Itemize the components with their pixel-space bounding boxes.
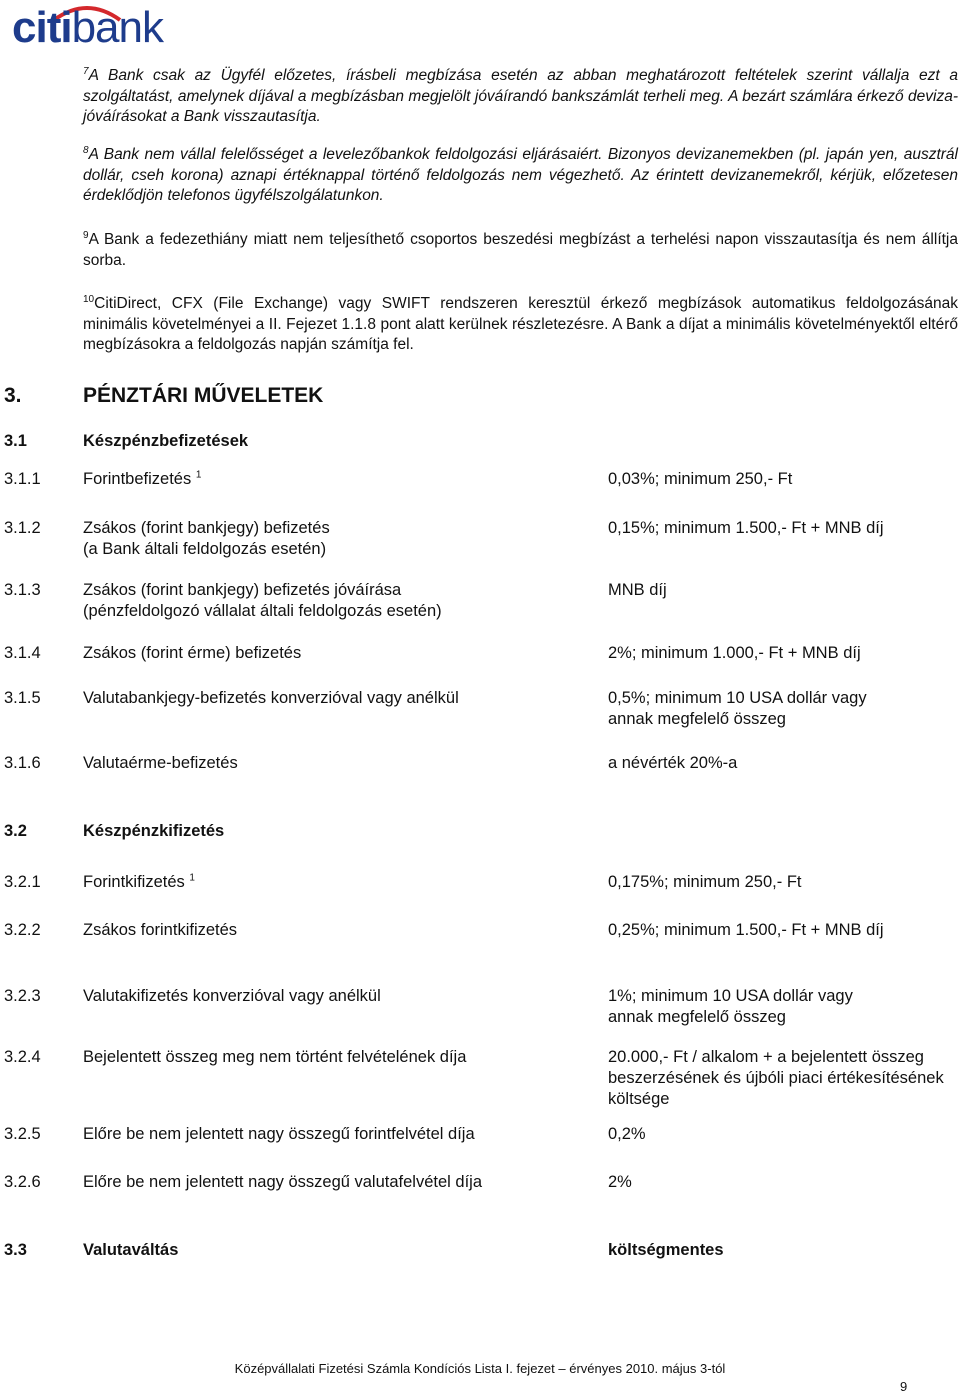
- row-description: Zsákos (forint bankjegy) befizetés jóváírása: [83, 581, 402, 599]
- footnote-10: [83, 294, 958, 356]
- row-fee: 2%: [608, 1173, 632, 1191]
- row-number: 3.1.2: [4, 519, 41, 537]
- row-number: 3.2.1: [4, 873, 41, 891]
- footnote-number: 8: [83, 144, 89, 156]
- footnote-text: A Bank csak az Ügyfél előzetes, írásbeli megbízása esetén az abban meghatározott feltételek szerint vállalja ezt a szolgáltatást, amelynek díjával a megbízásban megjelölt jóváírandó bankszámlát terheli meg. A bezárt számlára érkező deviza-jóváírásokat a Bank visszautasítja.: [83, 67, 958, 125]
- row-number: 3.2.6: [4, 1173, 41, 1191]
- row-number: 3.2.3: [4, 987, 41, 1005]
- footnote-ref: 1: [195, 469, 202, 481]
- footnote-8: [83, 145, 958, 207]
- footnote-number: 7: [83, 65, 89, 77]
- subsection-fee: költségmentes: [608, 1241, 724, 1259]
- section-title: PÉNZTÁRI MŰVELETEK: [83, 384, 324, 407]
- row-fee: 0,03%; minimum 250,- Ft: [608, 470, 793, 488]
- citibank-logo: [12, 2, 212, 54]
- footnote-text: A Bank a fedezethiány miatt nem teljesíthető csoportos beszedési megbízást a terhelési napon visszautasítja és nem állítja sorba.: [83, 231, 958, 269]
- row-description: Zsákos forintkifizetés: [83, 921, 238, 939]
- row-description: Zsákos (forint érme) befizetés: [83, 644, 302, 662]
- row-number: 3.1.4: [4, 644, 41, 662]
- subsection-number: 3.2: [4, 822, 27, 840]
- footnote-text: CitiDirect, CFX (File Exchange) vagy SWIFT rendszeren keresztül érkező megbízások automatikus feldolgozásának minimális követelményei a II. Fejezet 1.1.8 pont alatt kerülnek részletezésre. A Bank a díjat a minimális követelményektől eltérő megbízásokra a feldolgozás napján számítja fel.: [83, 295, 958, 353]
- row-number: 3.2.2: [4, 921, 41, 939]
- row-description: Forintkifizetés: [83, 873, 185, 891]
- row-number: 3.2.5: [4, 1125, 41, 1143]
- page-footer: Középvállalati Fizetési Számla Kondíciós Lista I. fejezet – érvényes 2010. május 3-tól: [234, 1361, 726, 1376]
- logo-citi: citi: [12, 3, 72, 52]
- row-description: Előre be nem jelentett nagy összegű forintfelvétel díja: [83, 1125, 475, 1143]
- row-description: Valutabankjegy-befizetés konverzióval vagy anélkül: [83, 689, 459, 707]
- row-description-note: (pénzfeldolgozó vállalat általi feldolgozás esetén): [83, 602, 442, 620]
- row-description: Valutakifizetés konverzióval vagy anélkül: [83, 987, 381, 1005]
- footnote-ref: 1: [189, 872, 195, 884]
- row-fee: 20.000,- Ft / alkalom + a bejelentett összeg beszerzésének és újbóli piaci értékesítésének költsége: [608, 1048, 944, 1108]
- row-fee: 0,25%; minimum 1.500,- Ft + MNB díj: [608, 921, 884, 939]
- row-description-note: (a Bank általi feldolgozás esetén): [83, 540, 327, 558]
- row-description: Zsákos (forint bankjegy) befizetés: [83, 519, 330, 537]
- row-description: Előre be nem jelentett nagy összegű valutafelvétel díja: [83, 1173, 482, 1191]
- row-fee: 0,5%; minimum 10 USA dollár vagy annak megfelelő összeg: [608, 689, 867, 728]
- row-fee: a névérték 20%-a: [608, 754, 738, 772]
- footnote-number: 10: [83, 293, 95, 305]
- row-description: Bejelentett összeg meg nem történt felvételének díja: [83, 1048, 467, 1066]
- footnote-number: 9: [83, 229, 89, 241]
- row-fee: 0,15%; minimum 1.500,- Ft + MNB díj: [608, 519, 884, 537]
- row-number: 3.2.4: [4, 1048, 41, 1066]
- subsection-number: 3.1: [4, 432, 27, 450]
- row-number: 3.1.1: [4, 470, 41, 488]
- footnote-9: [83, 230, 958, 271]
- row-fee: 1%; minimum 10 USA dollár vagy annak megfelelő összeg: [608, 987, 853, 1026]
- subsection-title: Készpénzkifizetés: [83, 822, 225, 840]
- logo-bank: bank: [71, 3, 163, 52]
- page-number: 9: [900, 1379, 908, 1394]
- footnote-text: A Bank nem vállal felelősséget a levelezőbankok feldolgozási eljárásaiért. Bizonyos devizanemekben (pl. japán yen, ausztrál dollár, cseh korona) aznapi értéknappal történő feldolgozás nem végezhető. Az érintett devizanemekről, kérjük, előzetesen érdeklődjön telefonos ügyfélszolgálatunkon.: [83, 146, 958, 204]
- row-description: Valutaérme-befizetés: [83, 754, 238, 772]
- row-number: 3.1.5: [4, 689, 41, 707]
- footnote-7: [83, 66, 958, 128]
- section-number: 3.: [4, 384, 22, 407]
- subsection-title: Készpénzbefizetések: [83, 432, 249, 450]
- row-description: Forintbefizetés: [83, 470, 192, 488]
- row-fee: 2%; minimum 1.000,- Ft + MNB díj: [608, 644, 861, 662]
- row-number: 3.1.3: [4, 581, 41, 599]
- subsection-number: 3.3: [4, 1241, 27, 1259]
- row-fee: 0,2%: [608, 1125, 646, 1143]
- row-number: 3.1.6: [4, 754, 41, 772]
- row-fee: 0,175%; minimum 250,- Ft: [608, 873, 802, 891]
- row-fee: MNB díj: [608, 581, 667, 599]
- subsection-title: Valutaváltás: [83, 1241, 179, 1259]
